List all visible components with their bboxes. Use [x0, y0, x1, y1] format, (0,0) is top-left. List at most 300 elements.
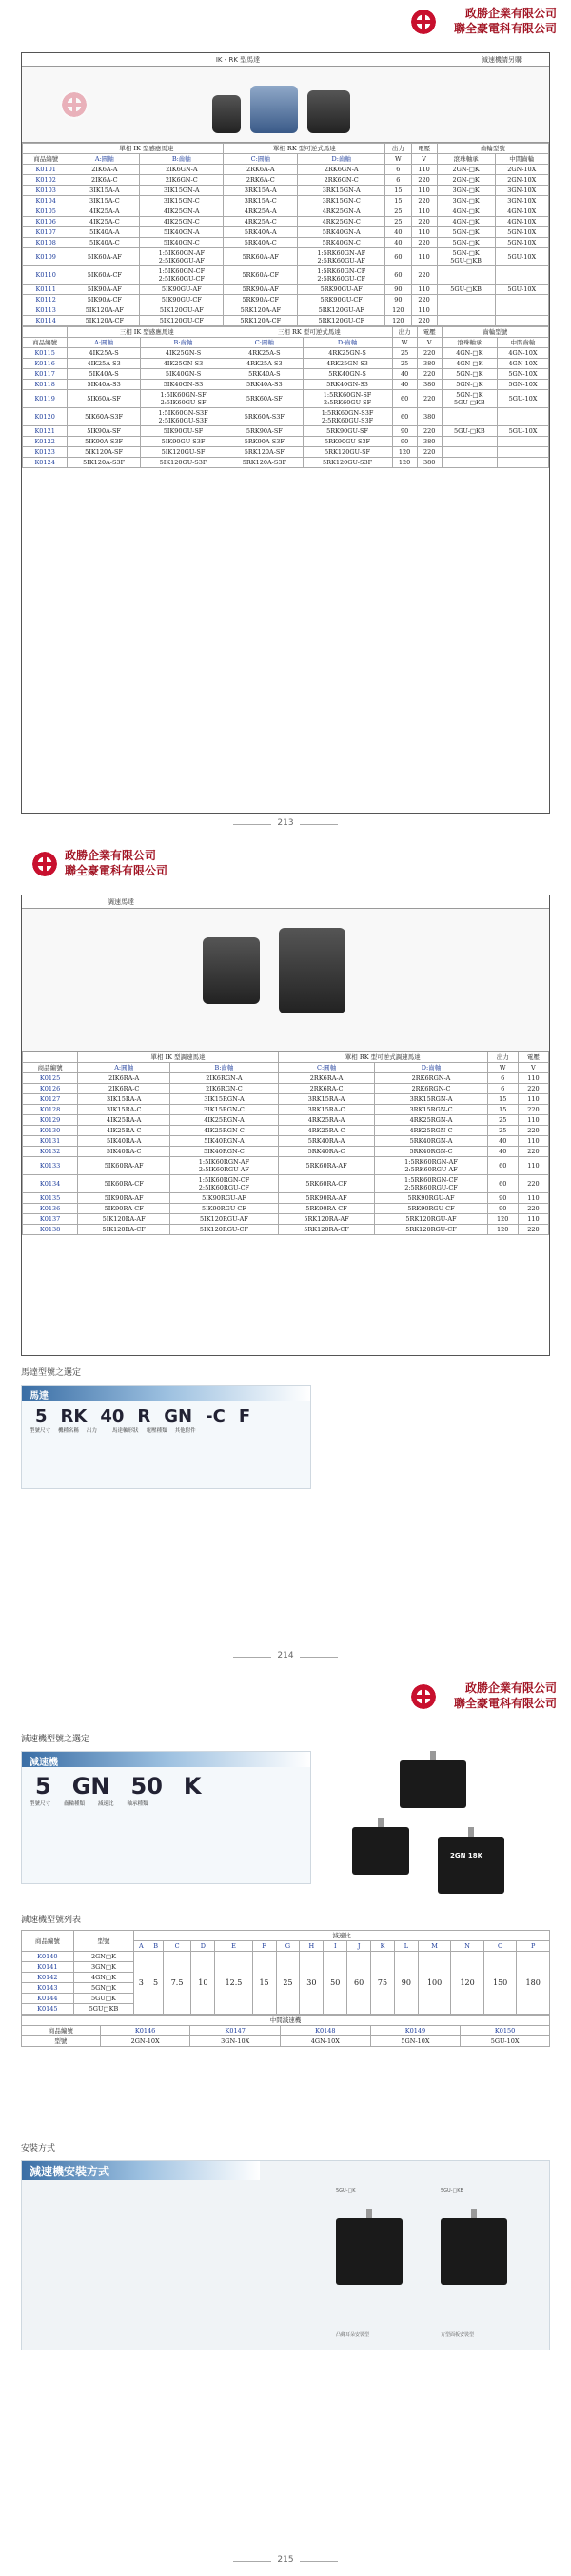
table-cell: 90 [487, 1193, 518, 1204]
table-cell: 40 [487, 1147, 518, 1157]
header-cell: F [252, 1941, 276, 1952]
table-cell: 10 [191, 1952, 215, 2015]
table-cell: 5GN□K [73, 1983, 133, 1994]
table-cell [495, 295, 548, 305]
table-cell: 2GN-10X [495, 165, 548, 175]
code-part: GN [164, 1406, 193, 1426]
table-row [23, 1214, 549, 1225]
table-cell: 5IK40RGN-A [170, 1136, 279, 1147]
table-cell: 6 [487, 1084, 518, 1094]
table-cell: 5IK40GN-A [140, 227, 224, 238]
table-cell: 5GN-□K [437, 227, 495, 238]
table-cell [437, 295, 495, 305]
table-row [23, 165, 549, 175]
table-row [23, 1204, 549, 1214]
single-phase-table [22, 143, 549, 326]
table-row [23, 1136, 549, 1147]
table-cell: 5IK60A-S3F [68, 408, 141, 426]
company-name: 政勝企業有限公司 聯全豪電科有限公司 [65, 849, 168, 877]
table-cell: 220 [518, 1126, 548, 1136]
table-cell: 3RK15RGN-A [375, 1094, 487, 1105]
header-cell: 電壓 [417, 327, 442, 338]
table-cell: 120 [392, 447, 417, 458]
table-cell: 5IK120RGU-AF [170, 1214, 279, 1225]
table-cell: 4GN-□K [442, 359, 497, 369]
table-cell: 5RK60A-S3F [226, 408, 303, 426]
table-cell: 5RK120GU-S3F [303, 458, 392, 468]
table-row [23, 426, 549, 437]
table-cell: 12.5 [215, 1952, 252, 2015]
table-cell: K0129 [23, 1115, 78, 1126]
table-row [23, 1126, 549, 1136]
table-cell: 4GN-□K [437, 217, 495, 227]
table-cell: 40 [392, 380, 417, 390]
table-cell: 5GU-10X [461, 2036, 550, 2047]
table-cell: 2GN-10X [100, 2036, 190, 2047]
table-cell: 6 [385, 165, 411, 175]
table-cell: 5 [148, 1952, 163, 2015]
table-cell: 110 [411, 227, 437, 238]
table-cell: 4RK25A-C [224, 217, 298, 227]
table-cell: 5IK90RGU-AF [170, 1193, 279, 1204]
table-cell: 6 [487, 1073, 518, 1084]
table-cell: 3RK15GN-C [298, 196, 385, 206]
header-cell: 商品編號 [23, 1063, 78, 1073]
section-title: 減速機型號之選定 [21, 1735, 90, 1744]
table-cell: 220 [411, 175, 437, 186]
header-cell: 型號 [73, 1931, 133, 1952]
table-cell: 2IK6RA-A [78, 1073, 170, 1084]
table-cell: K0150 [461, 2026, 550, 2036]
header-cell: D [191, 1941, 215, 1952]
table-cell [442, 458, 497, 468]
table-cell: 4RK25RA-A [278, 1115, 375, 1126]
header-cell: 中間齒輪 [497, 338, 548, 348]
section-title: 安裝方式 [21, 2144, 56, 2153]
company-name: 政勝企業有限公司 聯全豪電科有限公司 [453, 1681, 557, 1710]
table-cell [437, 305, 495, 316]
table-cell: 110 [518, 1094, 548, 1105]
table-cell: 25 [385, 206, 411, 217]
table-row [23, 390, 549, 408]
table-cell: 5IK120RA-CF [78, 1225, 170, 1235]
table-cell: 5GN-10X [495, 238, 548, 248]
table-cell: K0133 [23, 1157, 78, 1175]
section-header: 調速馬達 [22, 895, 549, 909]
code-part: -C [206, 1406, 226, 1426]
table-cell: 3RK15RA-A [278, 1094, 375, 1105]
header-cell: 中間齒輪 [495, 154, 548, 165]
table-cell: 5IK120A-AF [69, 305, 140, 316]
header-cell: E [215, 1941, 252, 1952]
code-label: 減速比 [98, 1801, 114, 1807]
motor-image [212, 95, 241, 133]
table-cell: K0127 [23, 1094, 78, 1105]
section-title: 馬達型號之選定 [21, 1368, 82, 1378]
table-cell [497, 458, 548, 468]
table-cell: 型號 [22, 2036, 101, 2047]
table-cell: K0131 [23, 1136, 78, 1147]
table-cell: K0128 [23, 1105, 78, 1115]
header-cell: 齒輪型號 [442, 327, 548, 338]
table-cell: 5GU□K [73, 1994, 133, 2004]
table-row [23, 1225, 549, 1235]
table-cell: 5RK40GN-S [303, 369, 392, 380]
table-cell: 220 [411, 295, 437, 305]
gearbox-image [336, 2218, 403, 2285]
motor-image [279, 928, 345, 1013]
table-cell: 120 [451, 1952, 484, 2015]
table-cell: 40 [385, 238, 411, 248]
table-cell: 5IK40RGN-C [170, 1147, 279, 1157]
table-cell: 3IK15GN-A [140, 186, 224, 196]
header-cell: C:圓軸 [278, 1063, 375, 1073]
table-cell [497, 437, 548, 447]
header-cell: 單相 RK 型可逆式馬達 [224, 144, 385, 154]
table-cell: 15 [252, 1952, 276, 2015]
table-cell: K0145 [22, 2004, 74, 2015]
code-part: GN [71, 1773, 110, 1799]
table-cell: 2IK6A-A [69, 165, 140, 175]
table-cell [442, 447, 497, 458]
table-cell: 380 [417, 380, 442, 390]
header-cell: 電壓 [518, 1052, 548, 1063]
table-cell: 5RK60A-AF [224, 248, 298, 266]
table-cell: K0148 [281, 2026, 371, 2036]
table-row [23, 380, 549, 390]
table-cell: 4IK25A-A [69, 206, 140, 217]
table-cell: K0125 [23, 1073, 78, 1084]
table-cell: 3IK15RA-A [78, 1094, 170, 1105]
table-row [23, 266, 549, 285]
header-cell: B:齒軸 [170, 1063, 279, 1073]
table-cell: 5IK60A-CF [69, 266, 140, 285]
section-title: 減速機型號列表 [21, 1916, 82, 1925]
catalog-page-215 [0, 1675, 571, 2576]
table-cell: 5IK40GN-C [140, 238, 224, 248]
table-cell: 2IK6RGN-A [170, 1073, 279, 1084]
table-cell: K0115 [23, 348, 68, 359]
table-row [23, 196, 549, 206]
table-cell: 2GN□K [73, 1952, 133, 1962]
header-cell: D:齒軸 [375, 1063, 487, 1073]
table-cell: K0113 [23, 305, 69, 316]
table-cell: 3GN-□K [437, 196, 495, 206]
table-cell: 30 [300, 1952, 324, 2015]
table-cell: 5IK40A-S [68, 369, 141, 380]
table-row [23, 1193, 549, 1204]
table-cell: 220 [411, 217, 437, 227]
table-cell: 4GN□K [73, 1973, 133, 1983]
table-cell: 5RK40RA-C [278, 1147, 375, 1157]
table-cell: 5RK40A-S3 [226, 380, 303, 390]
table-cell: 5RK40GN-S3 [303, 380, 392, 390]
code-part: 50 [130, 1773, 163, 1799]
table-cell: 2IK6A-C [69, 175, 140, 186]
table-cell: 5RK60A-SF [226, 390, 303, 408]
table-cell: 5IK90RGU-CF [170, 1204, 279, 1214]
table-cell: 5RK120A-S3F [226, 458, 303, 468]
table-cell: 120 [392, 458, 417, 468]
table-cell: 2IK6RGN-C [170, 1084, 279, 1094]
table-cell: 4GN-10X [281, 2036, 371, 2047]
table-cell: 5IK90RA-AF [78, 1193, 170, 1204]
table-row [23, 206, 549, 217]
motor-code [22, 1406, 310, 1426]
code-part: R [137, 1406, 151, 1426]
table-cell: 5RK120A-AF [224, 305, 298, 316]
table-cell: 220 [411, 238, 437, 248]
header-cell: K [371, 1941, 395, 1952]
table-row [23, 447, 549, 458]
table-cell: 220 [518, 1147, 548, 1157]
table-cell: 120 [487, 1225, 518, 1235]
page-number: 213 [0, 818, 571, 828]
table-cell: K0134 [23, 1175, 78, 1193]
table-cell: 2RK6GN-C [298, 175, 385, 186]
table-cell: 25 [487, 1126, 518, 1136]
header-cell: V [518, 1063, 548, 1073]
table-cell: 4RK25RGN-C [375, 1126, 487, 1136]
code-label: 機種名稱 [58, 1428, 80, 1434]
table-cell: 15 [385, 196, 411, 206]
table-cell: 5GN-10X [497, 380, 548, 390]
code-label: 其他附件 [174, 1428, 196, 1434]
table-cell: K0105 [23, 206, 69, 217]
table-cell: 380 [417, 437, 442, 447]
diagram-title: 減速機安裝方式 [22, 2161, 260, 2180]
table-cell: 5GN-10X [495, 227, 548, 238]
table-cell: 5IK90A-SF [68, 426, 141, 437]
table-cell: 5IK90GU-AF [140, 285, 224, 295]
table-cell: 4IK25GN-A [140, 206, 224, 217]
table-row [23, 316, 549, 326]
table-cell: 3RK15A-A [224, 186, 298, 196]
header-cell: 單相 IK 型調速馬達 [78, 1052, 279, 1063]
header-cell: 單相 RK 型可逆式調速馬達 [278, 1052, 487, 1063]
table-cell: 1:5RK60GN-S3F 2:5RK60GU-S3F [303, 408, 392, 426]
table-cell: 2RK6RA-A [278, 1073, 375, 1084]
table-cell: 5RK120GU-SF [303, 447, 392, 458]
table-cell: K0107 [23, 227, 69, 238]
header-cell: G [276, 1941, 300, 1952]
table-cell: K0126 [23, 1084, 78, 1094]
table-cell: 5IK120A-CF [69, 316, 140, 326]
table-cell: 5RK60RA-AF [278, 1157, 375, 1175]
table-cell: 380 [417, 458, 442, 468]
header-cell: B:齒軸 [140, 154, 224, 165]
table-cell: 4GN-10X [497, 348, 548, 359]
header-cell: 中間減速機 [22, 2016, 550, 2026]
header-cell: D:齒軸 [298, 154, 385, 165]
code-label: 軸承種類 [127, 1801, 148, 1807]
table-row [23, 348, 549, 359]
header-cell: 三相 RK 型可逆式馬達 [226, 327, 392, 338]
header-cell: W [487, 1063, 518, 1073]
table-cell: 5RK90A-S3F [226, 437, 303, 447]
ik-rk-motor-box [21, 52, 550, 814]
install-caption: 方型面板安裝型 [441, 2332, 475, 2338]
table-cell: 25 [487, 1115, 518, 1126]
table-cell: 4IK25RGN-A [170, 1115, 279, 1126]
gearbox-image [352, 1827, 409, 1875]
header-cell: C:圓軸 [226, 338, 303, 348]
header-cell: D:齒軸 [303, 338, 392, 348]
table-cell: 5RK120RA-CF [278, 1225, 375, 1235]
table-row [23, 359, 549, 369]
table-cell: 6 [385, 175, 411, 186]
table-row [23, 295, 549, 305]
table-cell: 4RK25A-S [226, 348, 303, 359]
code-part: RK [60, 1406, 88, 1426]
table-cell: 7.5 [163, 1952, 191, 2015]
table-cell: 3GN-10X [495, 186, 548, 196]
table-cell: K0109 [23, 248, 69, 266]
table-cell: 40 [385, 227, 411, 238]
table-cell: 5RK90RGU-AF [375, 1193, 487, 1204]
table-cell [442, 408, 497, 426]
company-name: 政勝企業有限公司 聯全豪電科有限公司 [453, 7, 557, 35]
table-row [23, 175, 549, 186]
table-cell: 4RK25A-A [224, 206, 298, 217]
table-cell: 110 [518, 1115, 548, 1126]
table-cell [495, 305, 548, 316]
table-row [23, 217, 549, 227]
table-cell: 3GN-□K [437, 186, 495, 196]
table-cell: 220 [411, 316, 437, 326]
table-cell [495, 266, 548, 285]
table-cell: 5RK60RA-CF [278, 1175, 375, 1193]
table-cell: 2GN-10X [495, 175, 548, 186]
table-cell: 90 [385, 295, 411, 305]
watermark-logo-icon [60, 90, 89, 119]
table-cell: K0124 [23, 458, 68, 468]
table-cell: 4IK25GN-S3 [140, 359, 226, 369]
table-cell: 5GN-□K [437, 238, 495, 248]
table-cell: 60 [385, 266, 411, 285]
table-cell: 5RK90GU-S3F [303, 437, 392, 447]
table-cell: K0140 [22, 1952, 74, 1962]
gearbox-code-diagram [21, 1751, 311, 1884]
table-row [23, 186, 549, 196]
table-cell: 380 [417, 359, 442, 369]
header-cell: 商品編號 [22, 1931, 74, 1952]
table-cell: 60 [392, 408, 417, 426]
table-cell: 220 [518, 1084, 548, 1094]
table-cell [497, 447, 548, 458]
table-cell: 90 [487, 1204, 518, 1214]
header-cell: W [392, 338, 417, 348]
table-cell: 5IK120A-SF [68, 447, 141, 458]
table-cell: 110 [518, 1073, 548, 1084]
table-cell: 5GN-□K 5GU-□KB [442, 390, 497, 408]
table-cell: 3IK15A-A [69, 186, 140, 196]
table-cell: 5RK120RGU-CF [375, 1225, 487, 1235]
table-cell: 2RK6GN-A [298, 165, 385, 175]
motor-image [250, 86, 298, 133]
table-cell: 5IK60RA-CF [78, 1175, 170, 1193]
table-cell: 5IK90GU-S3F [140, 437, 226, 447]
code-part: F [238, 1406, 251, 1426]
code-label: 電壓種類 [146, 1428, 167, 1434]
install-caption: 凸緣耳朵安裝型 [336, 2332, 370, 2338]
table-cell: 3RK15RA-C [278, 1105, 375, 1115]
header-cell: O [483, 1941, 517, 1952]
header-cell: V [417, 338, 442, 348]
motor-photo [22, 67, 549, 143]
table-cell: 商品編號 [22, 2026, 101, 2036]
table-cell: 40 [487, 1136, 518, 1147]
table-cell: K0118 [23, 380, 68, 390]
table-cell: 5RK120GU-AF [298, 305, 385, 316]
header-cell: 出力 [385, 144, 411, 154]
table-row [23, 1157, 549, 1175]
table-cell: 5RK120A-SF [226, 447, 303, 458]
table-cell: K0119 [23, 390, 68, 408]
header-cell: 商品編號 [23, 154, 69, 165]
table-cell: K0149 [370, 2026, 461, 2036]
header-cell: 商品編號 [23, 338, 68, 348]
table-cell: 2RK6RGN-C [375, 1084, 487, 1094]
table-cell: 3IK15A-C [69, 196, 140, 206]
table-cell: 5IK40A-S3 [68, 380, 141, 390]
header-cell: L [394, 1941, 418, 1952]
table-cell: 15 [487, 1105, 518, 1115]
header-cell: V [411, 154, 437, 165]
table-cell: 5RK90RA-AF [278, 1193, 375, 1204]
header-cell: 滾珠軸承 [437, 154, 495, 165]
table-cell: 5IK120GU-CF [140, 316, 224, 326]
table-cell: 90 [392, 437, 417, 447]
table-cell: 90 [392, 426, 417, 437]
table-cell: 4RK25RA-C [278, 1126, 375, 1136]
table-cell: 5IK90A-S3F [68, 437, 141, 447]
table-cell: 220 [417, 426, 442, 437]
table-cell: 380 [417, 408, 442, 426]
header-cell: A:圓軸 [78, 1063, 170, 1073]
header-cell: N [451, 1941, 484, 1952]
table-cell: K0136 [23, 1204, 78, 1214]
header-cell: 出力 [392, 327, 417, 338]
page-number: 215 [0, 2555, 571, 2565]
header-cell: 單相 IK 型感應馬達 [69, 144, 224, 154]
table-cell: 25 [392, 359, 417, 369]
table-cell: K0135 [23, 1193, 78, 1204]
table-cell: 4IK25RA-A [78, 1115, 170, 1126]
table-cell: K0106 [23, 217, 69, 227]
table-cell: 5IK40A-A [69, 227, 140, 238]
code-part: 5 [35, 1773, 51, 1799]
table-cell: 3IK15RGN-C [170, 1105, 279, 1115]
table-cell: 220 [518, 1105, 548, 1115]
table-cell: 220 [411, 266, 437, 285]
table-cell: 5IK40RA-A [78, 1136, 170, 1147]
table-cell: 25 [392, 348, 417, 359]
table-cell: 5RK40GN-C [298, 238, 385, 248]
table-cell: 60 [347, 1952, 371, 2015]
table-cell: 1:5IK60RGN-CF 2:5IK60RGU-CF [170, 1175, 279, 1193]
table-cell: 3RK15GN-A [298, 186, 385, 196]
table-cell: K0111 [23, 285, 69, 295]
table-cell: 5RK90GU-AF [298, 285, 385, 295]
header-cell: C:圓軸 [224, 154, 298, 165]
table-cell: 5RK90RA-CF [278, 1204, 375, 1214]
table-cell: 220 [518, 1204, 548, 1214]
table-row [23, 1084, 549, 1094]
table-row [23, 227, 549, 238]
table-cell: 5GU-10X [495, 285, 548, 295]
table-cell: K0112 [23, 295, 69, 305]
